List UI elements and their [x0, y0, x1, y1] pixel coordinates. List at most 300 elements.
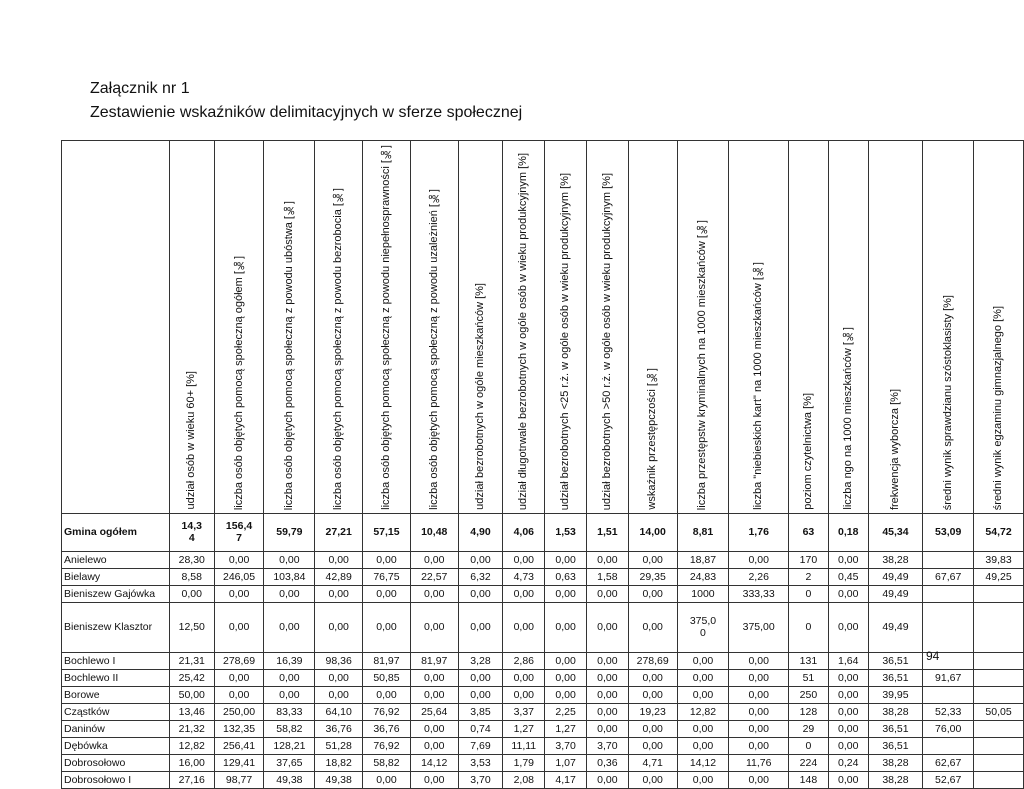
- table-cell: 49,25: [974, 568, 1024, 585]
- table-cell: 0,00: [586, 686, 628, 703]
- table-cell: 278,69: [628, 652, 677, 669]
- table-row: [62, 551, 1024, 568]
- table-cell: 29,35: [628, 568, 677, 585]
- table-cell: [974, 669, 1024, 686]
- table-row: [62, 652, 1024, 669]
- table-cell: 58,82: [264, 720, 315, 737]
- table-cell: 1,27: [545, 720, 587, 737]
- table-cell: 2,26: [729, 568, 789, 585]
- table-cell: 0,00: [264, 669, 315, 686]
- table-cell: 0,00: [628, 602, 677, 652]
- table-cell: 76,92: [363, 703, 411, 720]
- table-cell: 10,48: [410, 513, 458, 551]
- table-cell: 81,97: [410, 652, 458, 669]
- row-name: Gmina ogółem: [62, 513, 170, 551]
- table-cell: 21,31: [169, 652, 214, 669]
- table-cell: 0,00: [628, 551, 677, 568]
- table-cell: 38,28: [868, 703, 923, 720]
- total-row: [62, 513, 1024, 551]
- table-cell: 0: [789, 602, 829, 652]
- column-header: [214, 141, 264, 514]
- table-cell: 2,08: [503, 771, 545, 788]
- table-cell: 224: [789, 754, 829, 771]
- table-cell: 0,00: [828, 703, 868, 720]
- table-cell: 0,00: [729, 669, 789, 686]
- table-cell: 0,00: [315, 551, 363, 568]
- table-cell: 36,51: [868, 737, 923, 754]
- table-cell: 0,00: [586, 771, 628, 788]
- table-cell: 0,00: [264, 686, 315, 703]
- column-header: [545, 141, 587, 514]
- row-name: Daninów: [62, 720, 170, 737]
- table-cell: 19,23: [628, 703, 677, 720]
- table-cell: 0,00: [729, 652, 789, 669]
- table-cell: [974, 754, 1024, 771]
- table-cell: 27,16: [169, 771, 214, 788]
- table-cell: 0,00: [729, 686, 789, 703]
- table-cell: 49,49: [868, 602, 923, 652]
- table-row: [62, 771, 1024, 788]
- table-cell: 39,95: [868, 686, 923, 703]
- table-cell: 0,00: [315, 585, 363, 602]
- table-cell: 12,82: [677, 703, 729, 720]
- table-cell: 42,89: [315, 568, 363, 585]
- table-cell: 38,28: [868, 771, 923, 788]
- table-cell: 63: [789, 513, 829, 551]
- column-header: [363, 141, 411, 514]
- table-cell: 0,00: [264, 585, 315, 602]
- table-cell: 0,00: [677, 720, 729, 737]
- column-header: [410, 141, 458, 514]
- table-cell: 1,27: [503, 720, 545, 737]
- row-name: Borowe: [62, 686, 170, 703]
- table-cell: 18,82: [315, 754, 363, 771]
- table-cell: 170: [789, 551, 829, 568]
- column-header: [628, 141, 677, 514]
- table-cell: [974, 652, 1024, 669]
- table-cell: 0,00: [214, 551, 264, 568]
- table-cell: 1,76: [729, 513, 789, 551]
- column-header-label: średni wynik egzaminu gimnazjalnego [%]: [992, 305, 1005, 510]
- table-cell: [974, 602, 1024, 652]
- table-cell: 0,18: [828, 513, 868, 551]
- table-cell: 0,00: [410, 686, 458, 703]
- table-cell: 54,72: [974, 513, 1024, 551]
- table-cell: 0,36: [586, 754, 628, 771]
- row-name: Bieniszew Gajówka: [62, 585, 170, 602]
- table-cell: 25,42: [169, 669, 214, 686]
- table-cell: 148: [789, 771, 829, 788]
- table-cell: [974, 585, 1024, 602]
- table-cell: 0,00: [458, 602, 503, 652]
- table-cell: 62,67: [923, 754, 974, 771]
- table-cell: 49,38: [315, 771, 363, 788]
- table-cell: 91,67: [923, 669, 974, 686]
- table-cell: 0,00: [586, 720, 628, 737]
- table-cell: 1,51: [586, 513, 628, 551]
- table-cell: 333,33: [729, 585, 789, 602]
- column-header: [169, 141, 214, 514]
- row-name: Bieniszew Klasztor: [62, 602, 170, 652]
- table-cell: 0,00: [729, 551, 789, 568]
- table-cell: 0,00: [264, 602, 315, 652]
- table-cell: 0,00: [677, 669, 729, 686]
- table-cell: 11,11: [503, 737, 545, 754]
- table-cell: 375,0 0: [677, 602, 729, 652]
- table-cell: 49,38: [264, 771, 315, 788]
- table-cell: 4,17: [545, 771, 587, 788]
- table-cell: 13,46: [169, 703, 214, 720]
- table-cell: 53,09: [923, 513, 974, 551]
- page-title: Załącznik nr 1: [90, 80, 190, 97]
- table-cell: 0,00: [503, 686, 545, 703]
- row-name: Bochlewo II: [62, 669, 170, 686]
- table-cell: 0,00: [545, 551, 587, 568]
- table-cell: 250,00: [214, 703, 264, 720]
- table-cell: 0,00: [545, 669, 587, 686]
- table-cell: 0,00: [828, 669, 868, 686]
- table-cell: 8,81: [677, 513, 729, 551]
- table-cell: 64,10: [315, 703, 363, 720]
- table-cell: 0,74: [458, 720, 503, 737]
- table-cell: 49,49: [868, 568, 923, 585]
- table-cell: 0,00: [410, 771, 458, 788]
- table-cell: 51,28: [315, 737, 363, 754]
- column-header: [586, 141, 628, 514]
- table-cell: 0,00: [214, 602, 264, 652]
- table-cell: 0,00: [545, 602, 587, 652]
- table-cell: 0,00: [315, 602, 363, 652]
- table-cell: 21,32: [169, 720, 214, 737]
- table-cell: 0,00: [363, 771, 411, 788]
- table-cell: 4,73: [503, 568, 545, 585]
- table-cell: 0,00: [410, 585, 458, 602]
- table-cell: 103,84: [264, 568, 315, 585]
- table-cell: 24,83: [677, 568, 729, 585]
- table-cell: 0,00: [315, 686, 363, 703]
- table-cell: 81,97: [363, 652, 411, 669]
- table-cell: 36,51: [868, 720, 923, 737]
- table-cell: 4,71: [628, 754, 677, 771]
- table-cell: [923, 686, 974, 703]
- table-cell: 0,00: [363, 551, 411, 568]
- table-cell: 2: [789, 568, 829, 585]
- table-cell: 0,00: [628, 669, 677, 686]
- header-row: [62, 141, 1024, 514]
- table-cell: 36,76: [315, 720, 363, 737]
- table-cell: 0,00: [586, 585, 628, 602]
- table-cell: 0: [789, 737, 829, 754]
- table-cell: 36,51: [868, 669, 923, 686]
- table-cell: 36,76: [363, 720, 411, 737]
- table-cell: 0,00: [545, 585, 587, 602]
- table-cell: 0,00: [677, 771, 729, 788]
- column-header: [789, 141, 829, 514]
- column-header: [974, 141, 1024, 514]
- table-cell: 132,35: [214, 720, 264, 737]
- row-name: Dobrosołowo: [62, 754, 170, 771]
- table-cell: 3,85: [458, 703, 503, 720]
- table-cell: 4,90: [458, 513, 503, 551]
- table-cell: 16,00: [169, 754, 214, 771]
- table-cell: [923, 585, 974, 602]
- table-cell: 0,00: [545, 652, 587, 669]
- table-cell: 6,32: [458, 568, 503, 585]
- table-cell: [974, 737, 1024, 754]
- table-row: [62, 703, 1024, 720]
- table-cell: [974, 771, 1024, 788]
- table-cell: 3,70: [586, 737, 628, 754]
- table-cell: 3,28: [458, 652, 503, 669]
- row-name: Bochlewo I: [62, 652, 170, 669]
- table-cell: 0,00: [828, 551, 868, 568]
- table-cell: 0,00: [363, 686, 411, 703]
- table-cell: 12,82: [169, 737, 214, 754]
- table-cell: 37,65: [264, 754, 315, 771]
- table-cell: 0,00: [264, 551, 315, 568]
- table-row: [62, 754, 1024, 771]
- table-cell: 0,00: [828, 686, 868, 703]
- table-cell: 12,50: [169, 602, 214, 652]
- table-cell: 83,33: [264, 703, 315, 720]
- table-cell: 58,82: [363, 754, 411, 771]
- column-header-label: udział bezrobotnych >50 r.ż. w ogóle osób w wieku produkcyjnym [%]: [600, 172, 613, 510]
- table-cell: 156,4 7: [214, 513, 264, 551]
- column-header-label: udział bezrobotnych w ogóle mieszkańców [%]: [474, 282, 486, 510]
- corner-cell: [62, 141, 170, 514]
- table-cell: 0,00: [677, 737, 729, 754]
- table-cell: 0,00: [586, 703, 628, 720]
- table-cell: 52,67: [923, 771, 974, 788]
- table-cell: 8,58: [169, 568, 214, 585]
- table-cell: 0,00: [677, 686, 729, 703]
- table-cell: 0,00: [628, 737, 677, 754]
- table-cell: 1,07: [545, 754, 587, 771]
- table-row: [62, 720, 1024, 737]
- table-row: [62, 602, 1024, 652]
- table-cell: 3,70: [545, 737, 587, 754]
- table-cell: 0,24: [828, 754, 868, 771]
- table-cell: 0,00: [503, 551, 545, 568]
- table-cell: 1,79: [503, 754, 545, 771]
- table-cell: [974, 686, 1024, 703]
- table-cell: 3,70: [458, 771, 503, 788]
- column-header-label: frekwencja wyborcza [%]: [888, 388, 901, 510]
- table-cell: 50,05: [974, 703, 1024, 720]
- column-header: [868, 141, 923, 514]
- table-cell: [923, 551, 974, 568]
- table-cell: 131: [789, 652, 829, 669]
- table-cell: 14,3 4: [169, 513, 214, 551]
- table-cell: [923, 602, 974, 652]
- table-cell: 7,69: [458, 737, 503, 754]
- column-header-label: udział długotrwale bezrobotnych w ogóle osób w wieku produkcyjnym [%]: [517, 152, 530, 510]
- table-cell: 0,00: [214, 585, 264, 602]
- column-header-label: liczba "niebieskich kart" na 1000 mieszkańców [‰]: [752, 261, 765, 510]
- table-row: [62, 568, 1024, 585]
- table-cell: 51: [789, 669, 829, 686]
- table-cell: 246,05: [214, 568, 264, 585]
- table-cell: 59,79: [264, 513, 315, 551]
- table-cell: 0,00: [628, 720, 677, 737]
- table-cell: 0,00: [545, 686, 587, 703]
- column-header-label: liczba przestępstw kryminalnych na 1000 mieszkańców [‰]: [696, 219, 709, 510]
- column-header: [729, 141, 789, 514]
- table-cell: 29: [789, 720, 829, 737]
- table-cell: 18,87: [677, 551, 729, 568]
- table-cell: 0,00: [458, 585, 503, 602]
- table-row: [62, 585, 1024, 602]
- table-cell: 0,00: [214, 686, 264, 703]
- indicator-table: [61, 140, 1024, 789]
- table-cell: 128,21: [264, 737, 315, 754]
- table-cell: 1,58: [586, 568, 628, 585]
- table-cell: 14,12: [410, 754, 458, 771]
- table-cell: 27,21: [315, 513, 363, 551]
- table-cell: 45,34: [868, 513, 923, 551]
- table-cell: 49,49: [868, 585, 923, 602]
- table-cell: 0,00: [214, 669, 264, 686]
- table-cell: 0,00: [828, 737, 868, 754]
- table-cell: 0,00: [458, 686, 503, 703]
- table-cell: [974, 720, 1024, 737]
- table-cell: 0,00: [586, 551, 628, 568]
- row-name: Dobrosołowo I: [62, 771, 170, 788]
- table-cell: [923, 737, 974, 754]
- table-cell: 0,00: [503, 585, 545, 602]
- table-cell: 0,00: [410, 737, 458, 754]
- table-cell: 39,83: [974, 551, 1024, 568]
- table-cell: 0,00: [410, 669, 458, 686]
- table-cell: 25,64: [410, 703, 458, 720]
- table-cell: 0,00: [410, 602, 458, 652]
- table-cell: 0,00: [503, 602, 545, 652]
- table-cell: 0,45: [828, 568, 868, 585]
- table-cell: 0,00: [503, 669, 545, 686]
- table-cell: 1000: [677, 585, 729, 602]
- column-header: [828, 141, 868, 514]
- table-cell: 28,30: [169, 551, 214, 568]
- table-cell: 0,00: [586, 602, 628, 652]
- table-cell: 0,00: [586, 669, 628, 686]
- table-cell: 0,00: [729, 771, 789, 788]
- column-header: [315, 141, 363, 514]
- table-cell: 0,00: [315, 669, 363, 686]
- table-cell: 0,00: [410, 720, 458, 737]
- table-cell: 128: [789, 703, 829, 720]
- table-cell: 16,39: [264, 652, 315, 669]
- column-header-label: liczba ngo na 1000 mieszkańców [‰]: [841, 327, 854, 510]
- table-cell: 250: [789, 686, 829, 703]
- table-cell: 67,67: [923, 568, 974, 585]
- table-cell: 129,41: [214, 754, 264, 771]
- table-cell: 3,37: [503, 703, 545, 720]
- table-row: [62, 686, 1024, 703]
- table-cell: 50,85: [363, 669, 411, 686]
- table-cell: 11,76: [729, 754, 789, 771]
- table-cell: 0,00: [363, 602, 411, 652]
- table-row: [62, 737, 1024, 754]
- table-cell: 1,64: [828, 652, 868, 669]
- page-subtitle: Zestawienie wskaźników delimitacyjnych w sferze społecznej: [90, 104, 523, 121]
- table-cell: 0,00: [363, 585, 411, 602]
- row-name: Dębówka: [62, 737, 170, 754]
- table-cell: 278,69: [214, 652, 264, 669]
- table-cell: 0,00: [586, 652, 628, 669]
- page-number: 94: [926, 649, 940, 663]
- table-cell: 0,00: [677, 652, 729, 669]
- table-cell: 98,77: [214, 771, 264, 788]
- column-header: [264, 141, 315, 514]
- column-header: [503, 141, 545, 514]
- table-cell: 4,06: [503, 513, 545, 551]
- column-header: [923, 141, 974, 514]
- table-cell: 14,12: [677, 754, 729, 771]
- table-cell: 36,51: [868, 652, 923, 669]
- table-cell: 38,28: [868, 754, 923, 771]
- table-cell: 0,00: [628, 686, 677, 703]
- table-cell: 256,41: [214, 737, 264, 754]
- table-row: [62, 669, 1024, 686]
- table-cell: 0,00: [828, 720, 868, 737]
- row-name: Bielawy: [62, 568, 170, 585]
- table-cell: 1,53: [545, 513, 587, 551]
- table-cell: 38,28: [868, 551, 923, 568]
- table-cell: 3,53: [458, 754, 503, 771]
- table-cell: 0,00: [628, 771, 677, 788]
- column-header-label: udział osób w wieku 60+ [%]: [185, 371, 198, 510]
- column-header-label: udział bezrobotnych <25 r.ż. w ogóle osób w wieku produkcyjnym [%]: [559, 172, 572, 510]
- column-header-label: liczba osób objętych pomocą społeczną ogółem [‰]: [232, 255, 245, 510]
- table-cell: 22,57: [410, 568, 458, 585]
- table-cell: 0,00: [458, 669, 503, 686]
- column-header-label: liczba osób objętych pomocą społeczną z powodu bezrobocia [‰]: [332, 187, 345, 510]
- table-cell: 0,00: [828, 602, 868, 652]
- row-name: Cząstków: [62, 703, 170, 720]
- table-cell: 0,00: [729, 737, 789, 754]
- table-cell: 52,33: [923, 703, 974, 720]
- table-cell: 0,00: [458, 551, 503, 568]
- table-cell: 0,00: [729, 703, 789, 720]
- table-cell: 0,00: [729, 720, 789, 737]
- column-header-label: wskaźnik przestępczości [‰]: [646, 368, 659, 510]
- table-cell: 0,00: [828, 585, 868, 602]
- table-cell: 2,86: [503, 652, 545, 669]
- column-header-label: poziom czytelnictwa [%]: [801, 393, 814, 510]
- table-cell: 0,00: [828, 771, 868, 788]
- table-cell: 0,00: [169, 585, 214, 602]
- column-header: [458, 141, 503, 514]
- table-cell: 76,75: [363, 568, 411, 585]
- column-header-label: liczba osób objętych pomocą społeczną z powodu ubóstwa [‰]: [282, 200, 295, 510]
- column-header-label: liczba osób objętych pomocą społeczną z powodu niepełnosprawności [‰]: [379, 145, 392, 510]
- table-cell: 76,92: [363, 737, 411, 754]
- column-header-label: średni wynik sprawdzianu szóstoklasisty [%]: [941, 294, 954, 510]
- table-cell: 375,00: [729, 602, 789, 652]
- table-cell: 76,00: [923, 720, 974, 737]
- table-cell: 57,15: [363, 513, 411, 551]
- column-header: [677, 141, 729, 514]
- column-header-label: liczba osób objętych pomocą społeczną z powodu uzależnień [‰]: [427, 189, 440, 510]
- table-cell: 14,00: [628, 513, 677, 551]
- row-name: Anielewo: [62, 551, 170, 568]
- table-cell: 0: [789, 585, 829, 602]
- table-cell: 0,00: [410, 551, 458, 568]
- table-cell: 2,25: [545, 703, 587, 720]
- table-cell: 0,63: [545, 568, 587, 585]
- table-cell: 50,00: [169, 686, 214, 703]
- table-cell: 0,00: [628, 585, 677, 602]
